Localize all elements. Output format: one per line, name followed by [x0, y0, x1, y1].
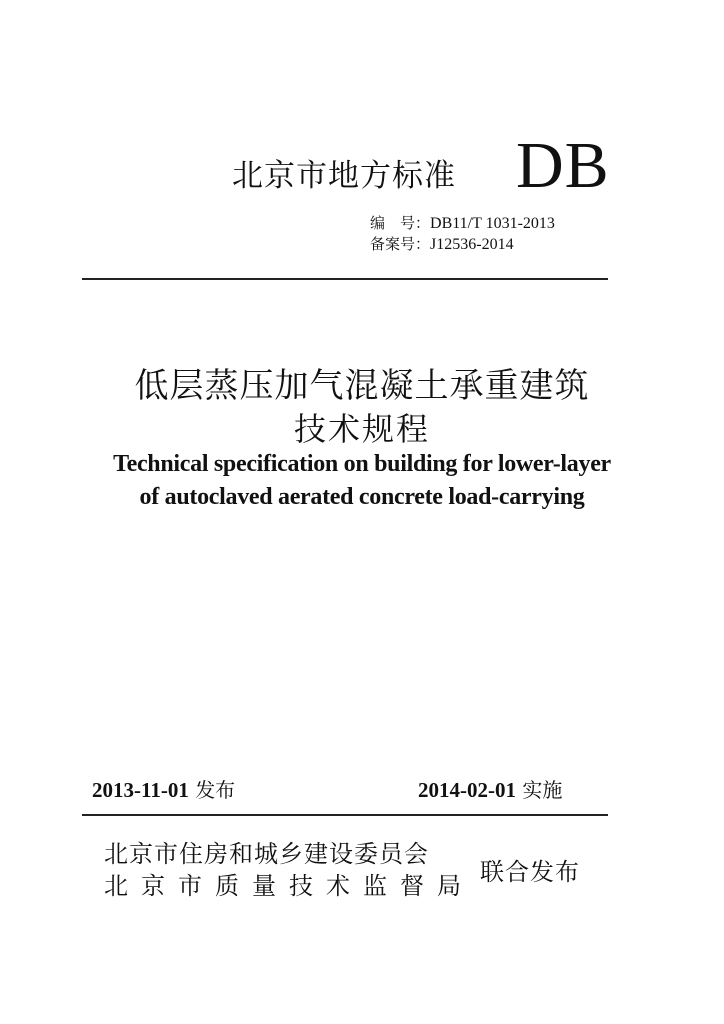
standard-number-key: 编 号： — [370, 214, 431, 232]
title-en-line1: Technical specification on building for lower-layer — [113, 451, 611, 477]
title-zh-line2: 技术规程 — [293, 410, 430, 448]
standard-number-row — [370, 212, 555, 233]
title-en-line2: of autoclaved aerated concrete load-carrying — [139, 484, 585, 510]
issuer-line1: 北京市住房和城乡建设委员会 — [104, 840, 429, 868]
top-divider — [82, 278, 608, 280]
publish-date-row — [92, 774, 235, 803]
standard-number-value: DB11/T 1031-2013 — [430, 215, 555, 232]
publish-date: 2013-11-01 — [92, 778, 189, 802]
joint-publish-label: 联合发布 — [480, 858, 580, 886]
record-number-key: 备案号： — [370, 235, 431, 253]
issuer-line2: 北京市质量技术监督局 — [104, 872, 474, 900]
effective-label: 实施 — [522, 778, 563, 802]
standard-label: 北京市地方标准 — [232, 158, 456, 194]
record-number-row — [370, 233, 514, 254]
db-mark: DB — [516, 129, 610, 202]
bottom-divider — [82, 814, 608, 816]
title-zh-line1: 低层蒸压加气混凝土承重建筑 — [134, 366, 590, 406]
record-number-value: J12536-2014 — [430, 236, 514, 253]
effective-date-row — [418, 774, 562, 803]
publish-label: 发布 — [195, 778, 236, 802]
effective-date: 2014-02-01 — [418, 778, 516, 802]
